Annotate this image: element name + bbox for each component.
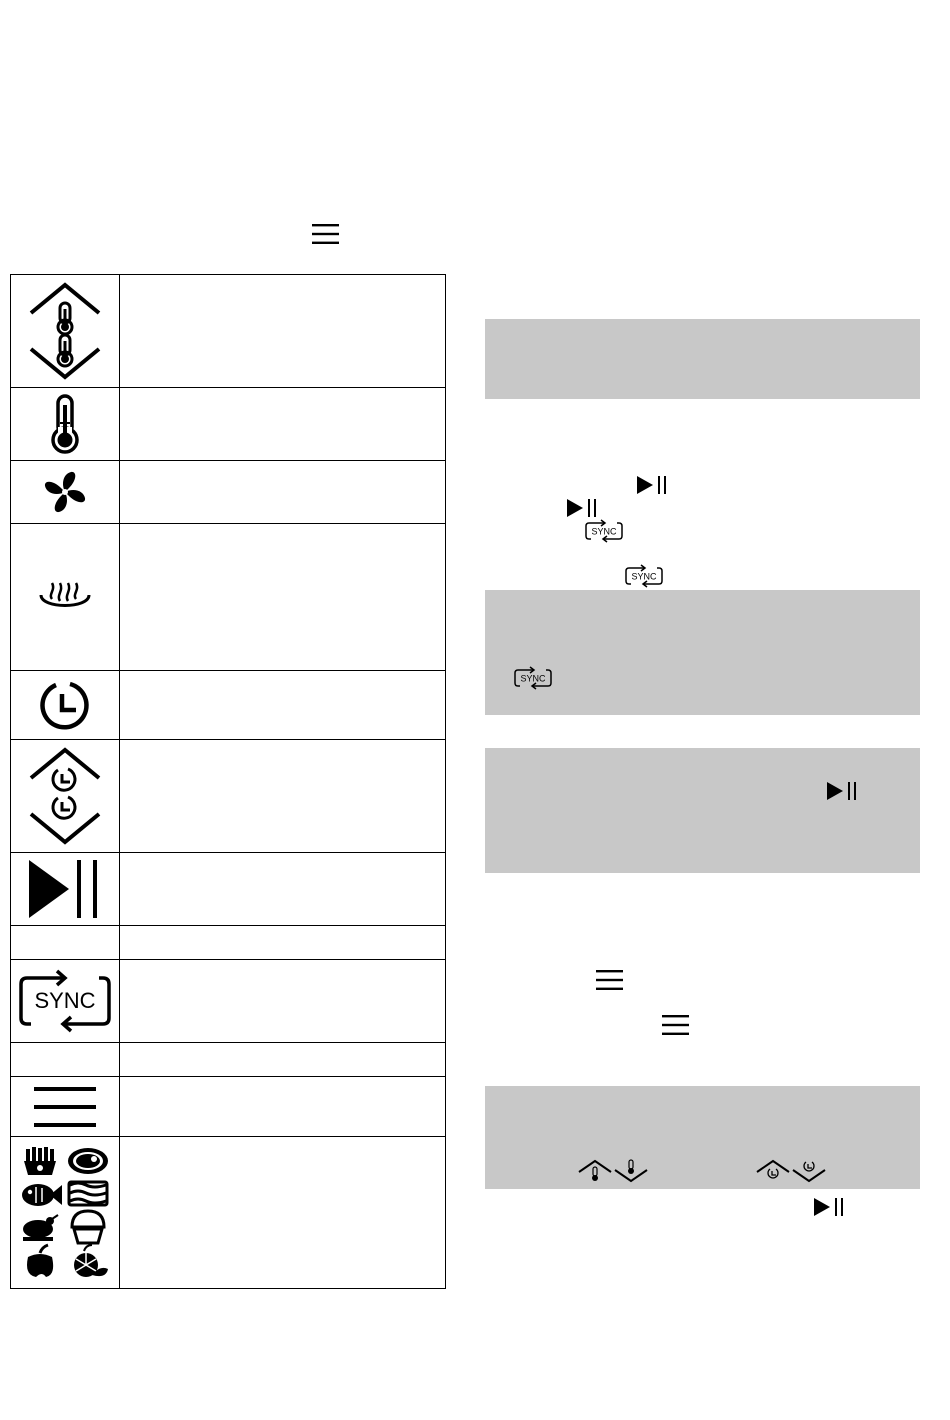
table-row: [11, 1137, 446, 1289]
fish-icon: [22, 1184, 62, 1206]
clock-icon: [11, 671, 120, 740]
row-description: [120, 1077, 446, 1137]
table-row: [11, 275, 446, 388]
play-pause-icon: [567, 498, 597, 518]
table-row: [11, 853, 446, 926]
play-pause-icon: [11, 853, 120, 926]
menu-icon: [662, 1014, 689, 1036]
table-row: [11, 740, 446, 853]
menu-icon[interactable]: [312, 223, 339, 245]
thermometer-icon: [11, 388, 120, 461]
row-description: [120, 853, 446, 926]
row-description: [120, 524, 446, 671]
orange-icon: [74, 1245, 108, 1277]
fan-icon: [11, 461, 120, 524]
chicken-icon: [23, 1215, 58, 1241]
table-row: [11, 1043, 446, 1077]
table-row: [11, 1077, 446, 1137]
row-description: [120, 1043, 446, 1077]
table-row: [11, 960, 446, 1043]
menu-icon: [11, 1077, 120, 1137]
table-row: [11, 524, 446, 671]
temperature-down-icon: [613, 1158, 649, 1184]
time-up-icon: [755, 1158, 791, 1184]
muffin-icon: [72, 1211, 104, 1243]
sync-icon: [513, 666, 553, 690]
table-row: [11, 388, 446, 461]
steak-icon: [68, 1148, 108, 1174]
row-description: [120, 740, 446, 853]
temperature-up-icon: [577, 1158, 613, 1184]
play-pause-icon: [814, 1197, 844, 1217]
table-row: [11, 926, 446, 960]
note-box: [485, 590, 920, 715]
row-description: [120, 960, 446, 1043]
time-down-icon: [791, 1158, 827, 1184]
note-box: [485, 319, 920, 399]
row-description: [120, 671, 446, 740]
row-description: [120, 275, 446, 388]
note-box: [485, 1086, 920, 1189]
play-pause-icon: [637, 475, 667, 495]
menu-icon: [596, 969, 623, 991]
sync-label: SYNC: [591, 526, 617, 537]
table-row: [11, 461, 446, 524]
note-box: [485, 748, 920, 873]
pepper-icon: [27, 1245, 53, 1277]
table-row: [11, 671, 446, 740]
sync-icon: [624, 564, 664, 588]
bacon-icon: [69, 1182, 107, 1205]
row-description: [120, 461, 446, 524]
row-description: [120, 926, 446, 960]
sync-label: SYNC: [631, 571, 657, 582]
heat-waves-icon: [11, 524, 120, 671]
sync-icon: [11, 960, 120, 1043]
row-description: [120, 388, 446, 461]
sync-label: SYNC: [34, 988, 96, 1013]
food-presets-icon: [11, 1137, 120, 1289]
row-description: [120, 1137, 446, 1289]
play-pause-icon: [827, 781, 857, 801]
icon-legend-table: [10, 274, 446, 1289]
sync-label: SYNC: [520, 673, 546, 684]
temperature-up-down-icon: [11, 275, 120, 388]
sync-icon: [584, 519, 624, 543]
time-up-down-icon: [11, 740, 120, 853]
fries-icon: [24, 1147, 56, 1175]
